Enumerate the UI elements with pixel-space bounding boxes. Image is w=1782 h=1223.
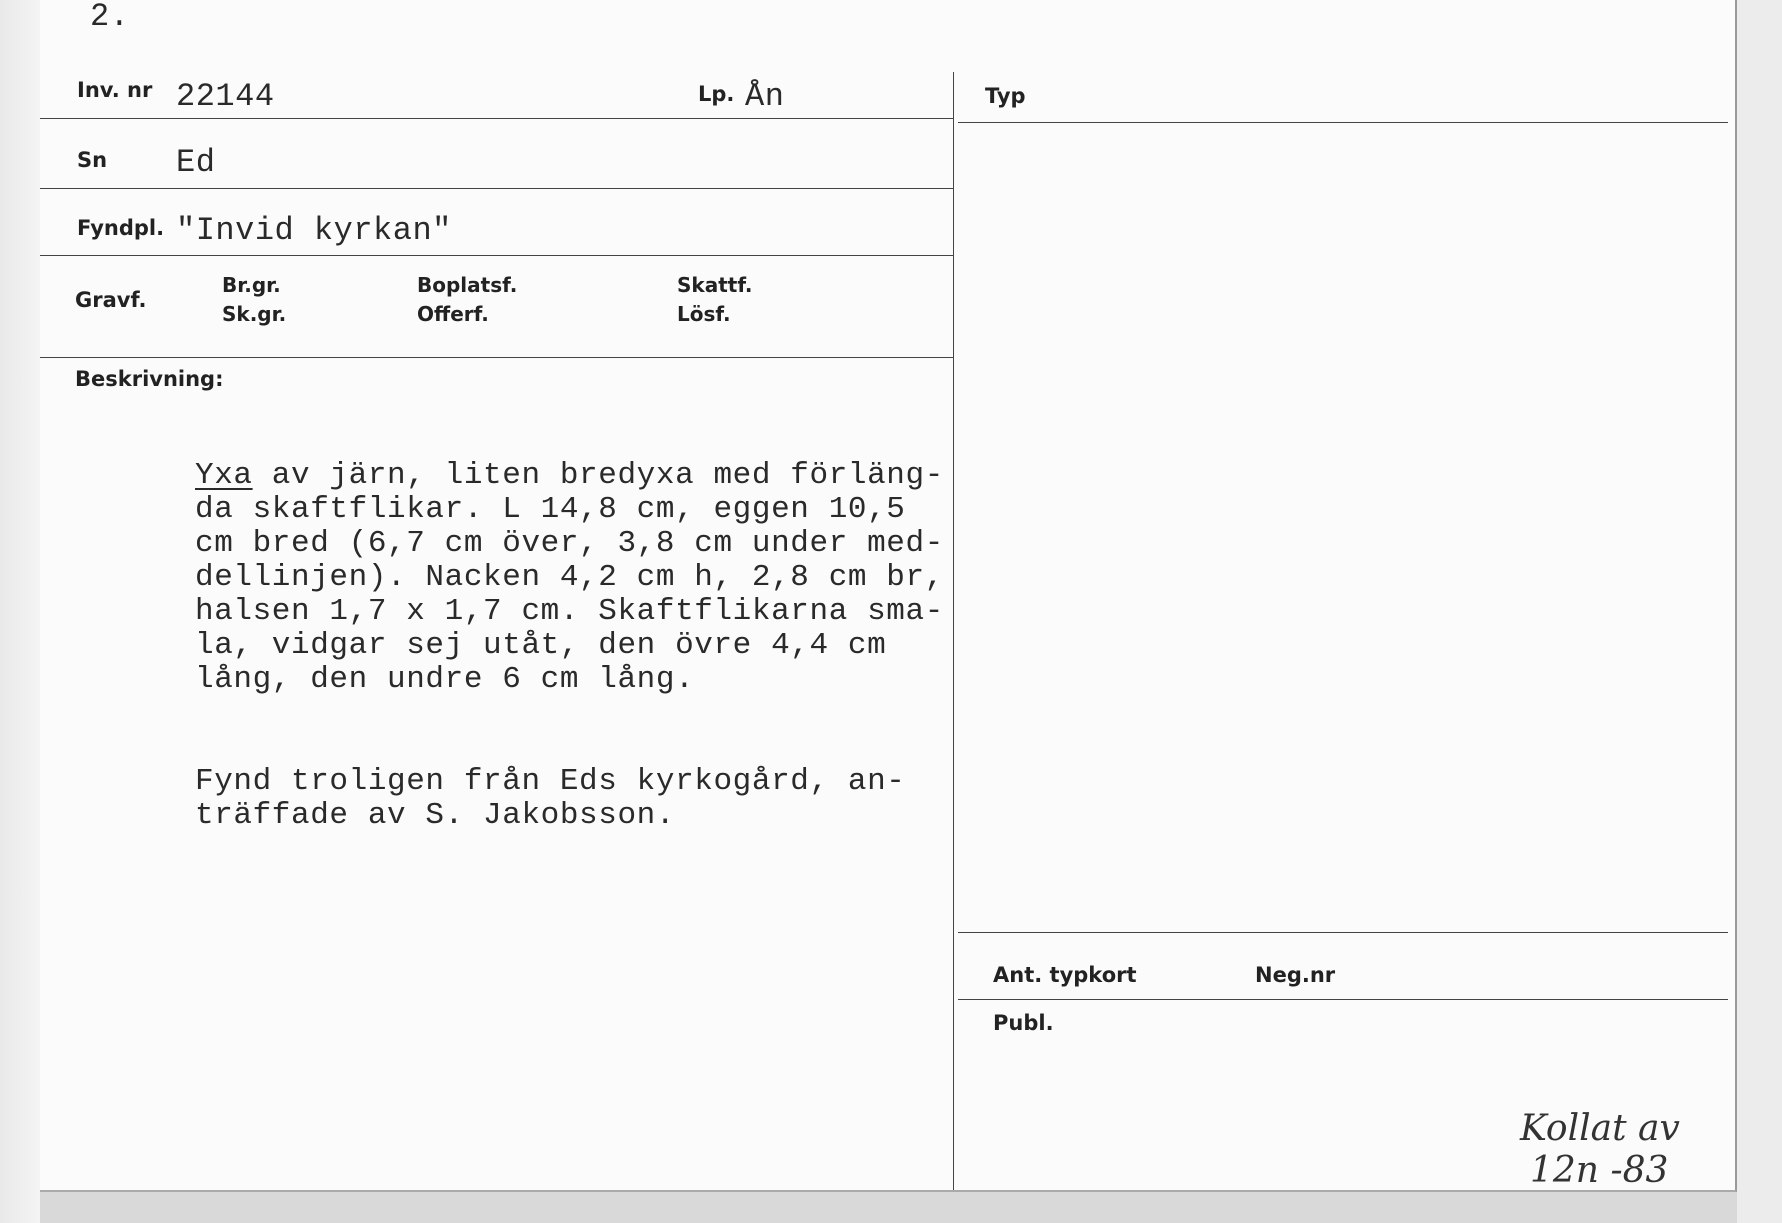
- description-line-1: [195, 458, 944, 493]
- offerf-label: Offerf.: [417, 302, 489, 326]
- description-line-2: da skaftflikar. L 14,8 cm, eggen 10,5: [195, 492, 906, 527]
- sn-label: Sn: [77, 148, 108, 172]
- divider-typkort-top: [958, 932, 1728, 933]
- handwritten-note-line-1: Kollat av: [1520, 1108, 1680, 1149]
- beskrivning-label: Beskrivning:: [75, 367, 224, 391]
- typ-label: Typ: [985, 84, 1026, 108]
- boplatsf-label: Boplatsf.: [417, 273, 518, 297]
- description-line-4: dellinjen). Nacken 4,2 cm h, 2,8 cm br,: [195, 560, 944, 595]
- handwritten-note-line-2: 12n -83: [1530, 1150, 1669, 1191]
- divider-sn: [40, 188, 953, 189]
- note-line-1: Fynd troligen från Eds kyrkogård, an-: [195, 764, 906, 799]
- divider-gravf: [40, 357, 953, 358]
- scan-left-edge: [0, 0, 40, 1223]
- divider-typ: [958, 122, 1728, 123]
- description-line-5: halsen 1,7 x 1,7 cm. Skaftflikarna sma-: [195, 594, 944, 629]
- divider-publ-top: [958, 999, 1728, 1000]
- scan-right-edge: [1737, 0, 1782, 1223]
- divider-inv: [40, 118, 953, 119]
- note-line-2: träffade av S. Jakobsson.: [195, 798, 676, 833]
- losf-label: Lösf.: [677, 302, 731, 326]
- catalog-card: [40, 0, 1737, 1192]
- description-first-word: Yxa: [195, 458, 253, 493]
- gravf-label: Gravf.: [75, 288, 147, 312]
- inv-nr-value: 22144: [176, 78, 275, 115]
- publ-label: Publ.: [993, 1011, 1054, 1035]
- card-number: 2.: [90, 0, 130, 35]
- description-line-7: lång, den undre 6 cm lång.: [195, 662, 695, 697]
- lp-label: Lp.: [698, 82, 735, 106]
- fyndpl-label: Fyndpl.: [77, 216, 165, 240]
- divider-fyndpl: [40, 255, 953, 256]
- neg-nr-label: Neg.nr: [1255, 963, 1336, 987]
- fyndpl-value: "Invid kyrkan": [176, 212, 452, 249]
- description-line-3: cm bred (6,7 cm över, 3,8 cm under med-: [195, 526, 944, 561]
- description-line-6: la, vidgar sej utåt, den övre 4,4 cm: [195, 628, 887, 663]
- brgr-label: Br.gr.: [222, 273, 281, 297]
- skattf-label: Skattf.: [677, 273, 753, 297]
- description-line-1-rest: av järn, liten bredyxa med förläng-: [252, 458, 944, 493]
- column-divider: [953, 72, 954, 1190]
- ant-typkort-label: Ant. typkort: [993, 963, 1137, 987]
- sn-value: Ed: [176, 144, 216, 181]
- inv-nr-label: Inv. nr: [77, 78, 153, 102]
- lp-value: Ån: [745, 78, 785, 115]
- skgr-label: Sk.gr.: [222, 302, 287, 326]
